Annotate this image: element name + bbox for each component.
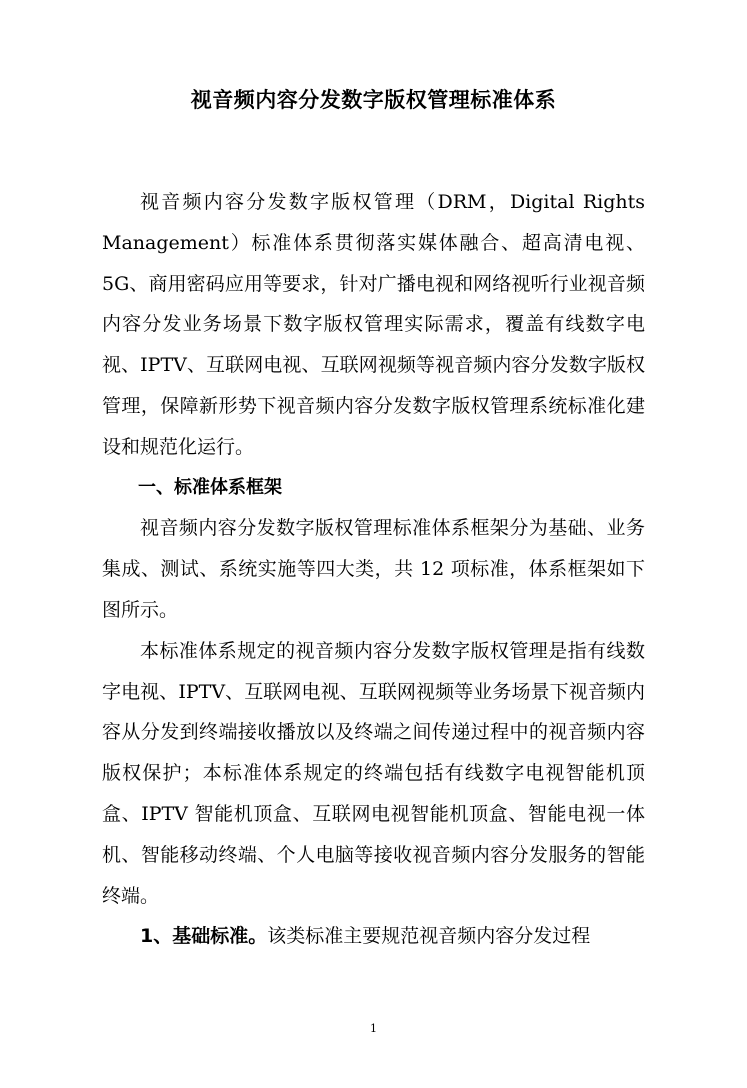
basic-standards-text: 该类标准主要规范视音频内容分发过程 <box>267 925 591 948</box>
basic-standards-lead: 1、基础标准。 <box>140 925 268 948</box>
section-heading: 一、标准体系框架 <box>138 476 282 498</box>
document-body <box>102 182 645 957</box>
page-number: 1 <box>370 1022 377 1035</box>
framework-paragraph: 视音频内容分发数字版权管理标准体系框架分为基础、业务集成、测试、系统实施等四大类，共 12 项标准，体系框架如下图所示。 <box>102 517 645 621</box>
basic-standards-paragraph <box>102 916 645 957</box>
document-title: 视音频内容分发数字版权管理标准体系 <box>190 88 557 112</box>
scope-paragraph: 本标准体系规定的视音频内容分发数字版权管理是指有线数字电视、IPTV、互联网电视、互联网视频等业务场景下视音频内容从分发到终端接收播放以及终端之间传递过程中的视音频内容版权保护；本标准体系规定的终端包括有线数字电视智能机顶盒、IPTV 智能机顶盒、互联网电视智能机顶盒、智能电视一体机、智能移动终端、个人电脑等接收视音频内容分发服务的智能终端。 <box>102 639 645 907</box>
intro-paragraph: 视音频内容分发数字版权管理（DRM，Digital Rights Management）标准体系贯彻落实媒体融合、超高清电视、5G、商用密码应用等要求，针对广播电视和网络视听行业视音频内容分发业务场景下数字版权管理实际需求，覆盖有线数字电视、IPTV、互联网电视、互联网视频等视音频内容分发数字版权管理，保障新形势下视音频内容分发数字版权管理系统标准化建设和规范化运行。 <box>102 191 645 458</box>
